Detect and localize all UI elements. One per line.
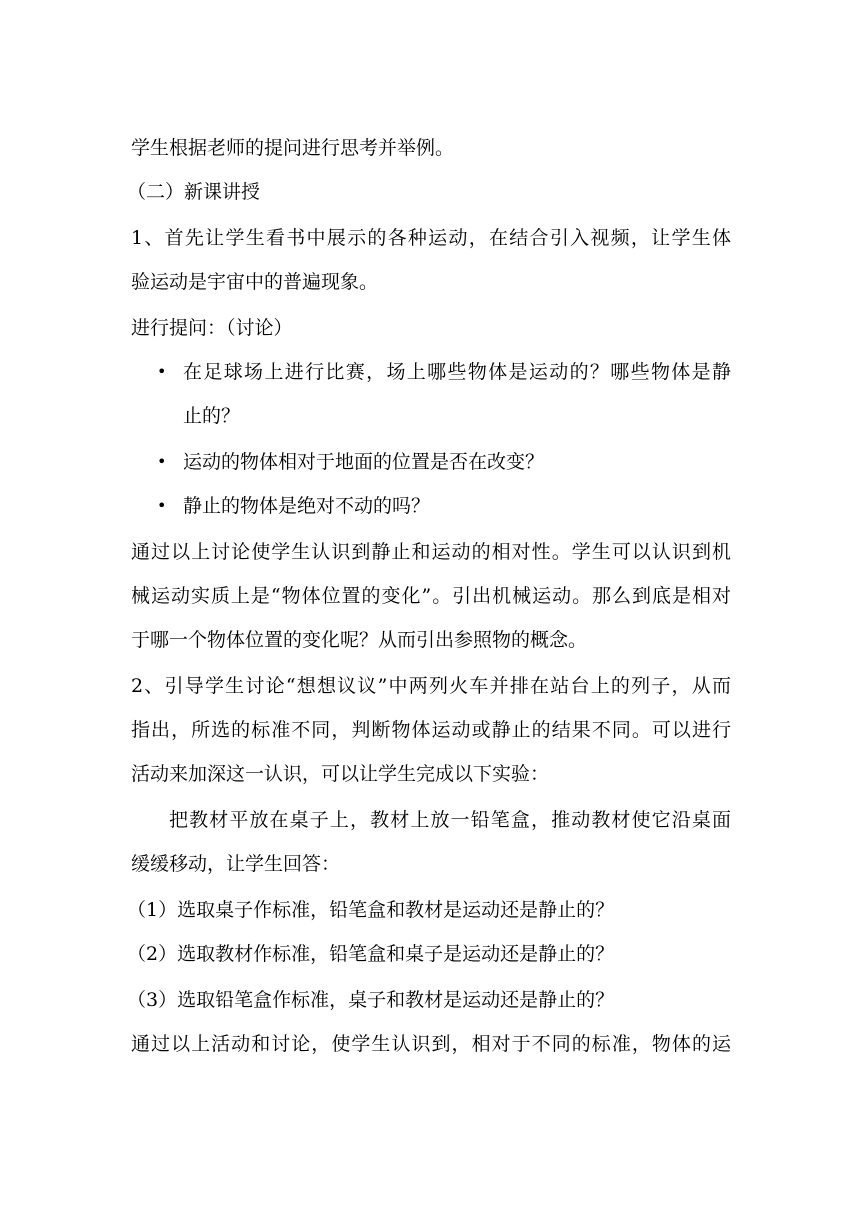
paragraph-line: 缓缓移动，让学生回答： — [131, 853, 341, 875]
bullet-item: 在足球场上进行比赛，场上哪些物体是运动的？哪些物体是静 — [183, 361, 731, 383]
question-item: （2）选取教材作标准，铅笔盒和桌子是运动还是静止的？ — [127, 943, 615, 965]
bullet-item: 运动的物体相对于地面的位置是否在改变？ — [183, 451, 545, 473]
paragraph-line: 械运动实质上是“物体位置的变化”。引出机械运动。那么到底是相对 — [131, 585, 731, 607]
bullet-icon: • — [157, 362, 167, 381]
section-heading: （二）新课讲授 — [127, 181, 261, 203]
paragraph-line: 2、引导学生讨论“想想议议”中两列火车并排在站台上的列子，从而 — [131, 675, 731, 697]
bullet-item-continuation: 止的？ — [183, 405, 241, 427]
paragraph-line: 验运动是宇宙中的普遍现象。 — [131, 271, 379, 293]
question-item: （1）选取桌子作标准，铅笔盒和教材是运动还是静止的？ — [127, 899, 615, 921]
paragraph-line: 进行提问：（讨论） — [131, 317, 293, 339]
paragraph-line: 通过以上讨论使学生认识到静止和运动的相对性。学生可以认识到机 — [131, 541, 731, 563]
paragraph-line: 于哪一个物体位置的变化呢？从而引出参照物的概念。 — [131, 629, 588, 651]
paragraph-line: 学生根据老师的提问进行思考并举例。 — [131, 137, 455, 159]
bullet-icon: • — [157, 496, 167, 515]
paragraph-line: 通过以上活动和讨论，使学生认识到，相对于不同的标准，物体的运 — [131, 1033, 731, 1055]
paragraph-line: 把教材平放在桌子上，教材上放一铅笔盒，推动教材使它沿桌面 — [169, 809, 731, 831]
question-item: （3）选取铅笔盒作标准，桌子和教材是运动还是静止的？ — [127, 989, 615, 1011]
bullet-item: 静止的物体是绝对不动的吗？ — [183, 495, 431, 517]
paragraph-line: 活动来加深这一认识，可以让学生完成以下实验： — [131, 763, 550, 785]
paragraph-line: 指出，所选的标准不同，判断物体运动或静止的结果不同。可以进行 — [131, 719, 731, 741]
bullet-icon: • — [157, 452, 167, 471]
paragraph-line: 1、首先让学生看书中展示的各种运动，在结合引入视频，让学生体 — [131, 227, 731, 249]
